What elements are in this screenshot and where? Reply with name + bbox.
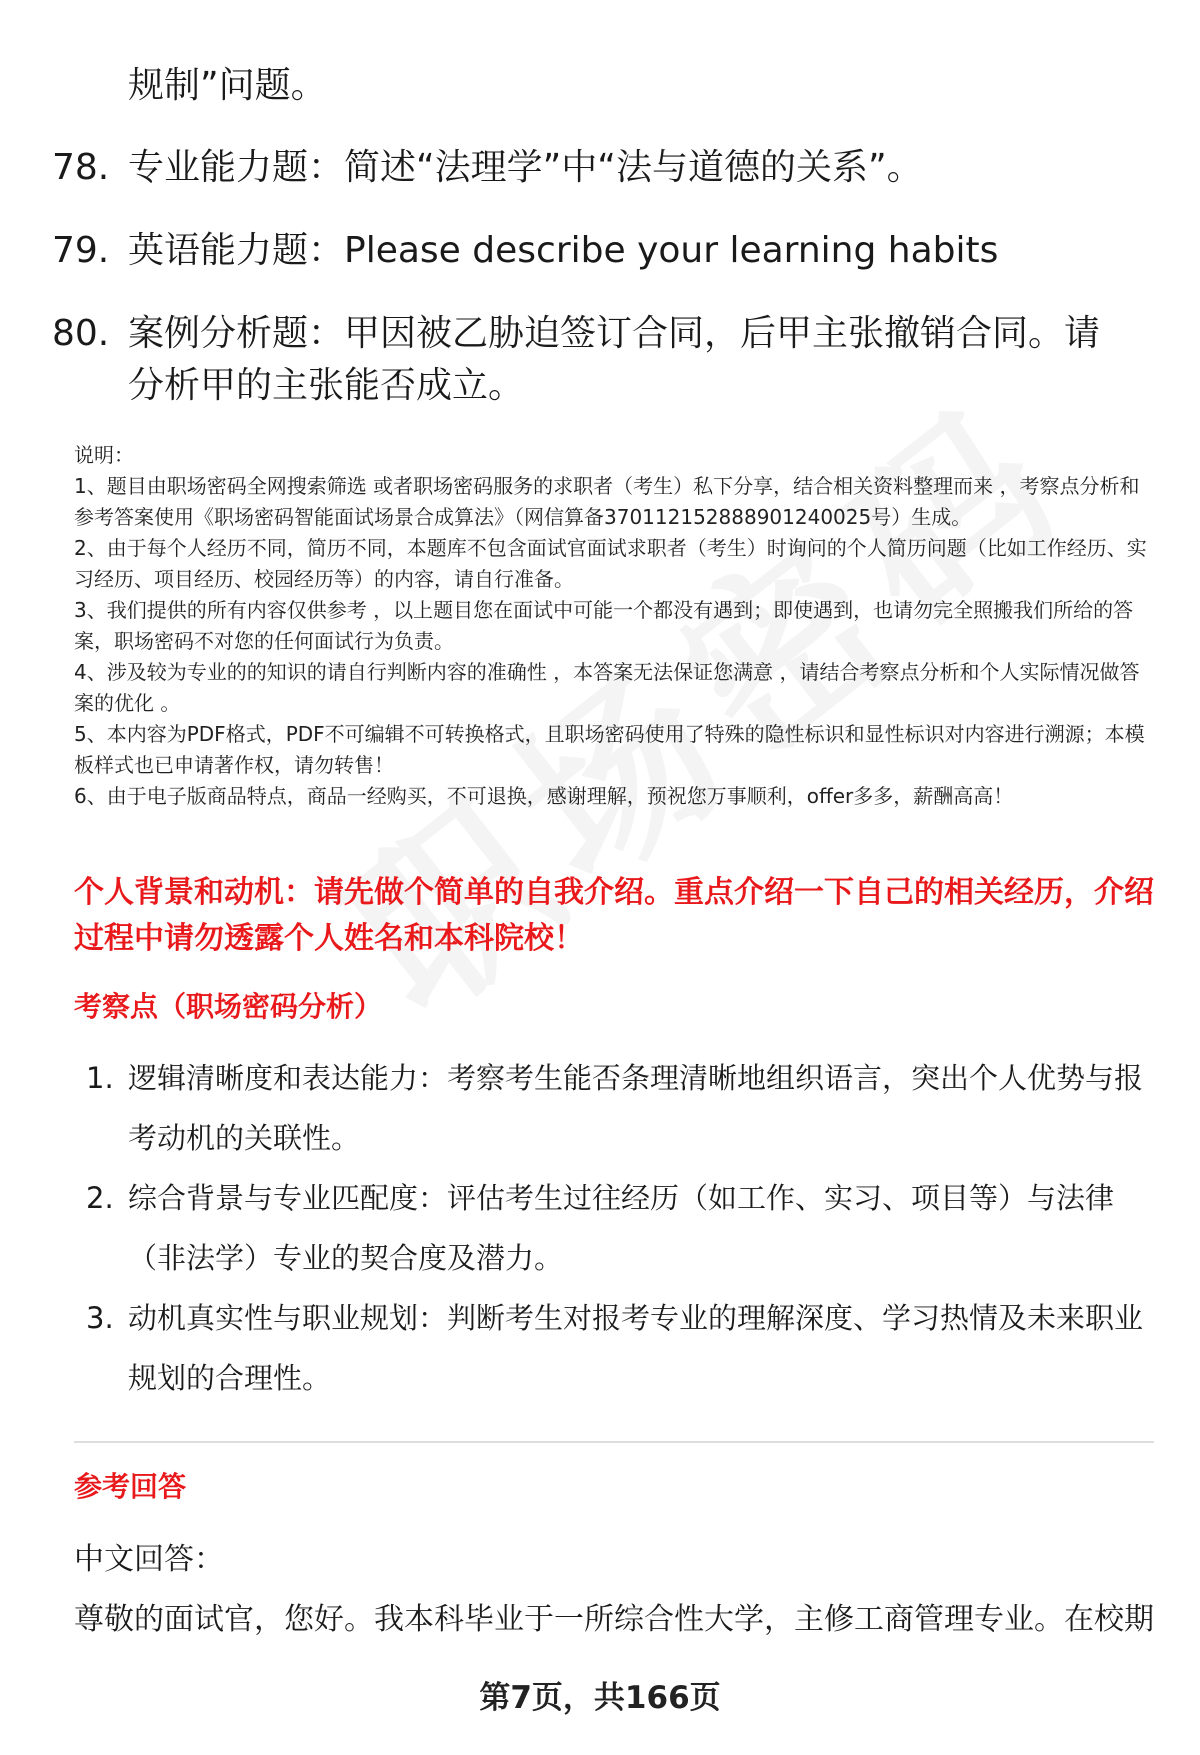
analysis-point (74, 1288, 1154, 1408)
point-text: 动机真实性与职业规划：判断考生对报考专业的理解深度、学习热情及未来职业规划的合理性。 (128, 1301, 1144, 1395)
note-item: 1、题目由职场密码全网搜索筛选 或者职场密码服务的求职者（考生）私下分享，结合相关资料整理而来 ，考察点分析和参考答案使用《职场密码智能面试场景合成算法》（网信算备370112152888901240025号）生成。 (74, 474, 1140, 529)
point-number: 2. (86, 1181, 114, 1215)
question-number: 80. (52, 313, 110, 354)
question-text: 案例分析题：甲因被乙胁迫签订合同，后甲主张撤销合同。请分析甲的主张能否成立。 (128, 313, 1101, 406)
analysis-point (74, 1048, 1154, 1168)
note-item: 4、涉及较为专业的的知识的请自行判断内容的准确性 ，本答案无法保证您满意 ，请结合考察点分析和个人实际情况做答案的优化 。 (74, 660, 1140, 715)
point-text: 综合背景与专业匹配度：评估考生过往经历（如工作、实习、项目等）与法律（非法学）专业的契合度及潜力。 (128, 1181, 1115, 1275)
question-text: 专业能力题：简述“法理学”中“法与道德的关系”。 (128, 147, 923, 188)
note-item: 2、由于每个人经历不同，简历不同，本题库不包含面试官面试求职者（考生）时询问的个人简历问题（比如工作经历、实习经历、项目经历、校园经历等）的内容，请自行准备。 (74, 536, 1147, 591)
analysis-point (74, 1168, 1154, 1288)
note-item: 6、由于电子版商品特点，商品一经购买，不可退换，感谢理解，预祝您万事顺利，offer多多，薪酬高高！ (74, 784, 1014, 808)
point-text: 逻辑清晰度和表达能力：考察考生能否条理清晰地组织语言，突出个人优势与报考动机的关联性。 (128, 1061, 1144, 1155)
reference-title: 参考回答 (74, 1470, 187, 1503)
question-text: 英语能力题：Please describe your learning habits (128, 230, 999, 271)
point-number: 1. (86, 1061, 114, 1095)
section-divider (74, 1441, 1154, 1443)
note-item: 3、我们提供的所有内容仅供参考 ，以上题目您在面试中可能一个都没有遇到；即使遇到，也请勿完全照搬我们所给的答案，职场密码不对您的任何面试行为负责。 (74, 598, 1134, 653)
analysis-title: 考察点（职场密码分析） (74, 990, 383, 1023)
analysis-points (74, 1048, 1154, 1408)
notes-title: 说明： (74, 443, 134, 467)
question-heading: 个人背景和动机：请先做个简单的自我介绍。重点介绍一下自己的相关经历，介绍过程中请勿透露个人姓名和本科院校！ (74, 875, 1154, 956)
question-number: 78. (52, 147, 110, 188)
note-item: 5、本内容为PDF格式，PDF不可编辑不可转换格式，且职场密码使用了特殊的隐性标识和显性标识对内容进行溯源；本模板样式也已申请著作权，请勿转售！ (74, 722, 1145, 777)
question-item (52, 225, 1132, 277)
point-number: 3. (86, 1301, 114, 1335)
answer-text: 尊敬的面试官，您好。我本科毕业于一所综合性大学，主修工商管理专业。在校期 (74, 1602, 1154, 1637)
question-item (52, 308, 1132, 412)
answer-label: 中文回答： (74, 1542, 224, 1577)
continued-line: 规制”问题。 (128, 65, 327, 106)
question-item (52, 142, 1132, 194)
notes-block (74, 440, 1154, 812)
question-number: 79. (52, 230, 110, 271)
page-footer: 第7页，共166页 (479, 1680, 721, 1716)
